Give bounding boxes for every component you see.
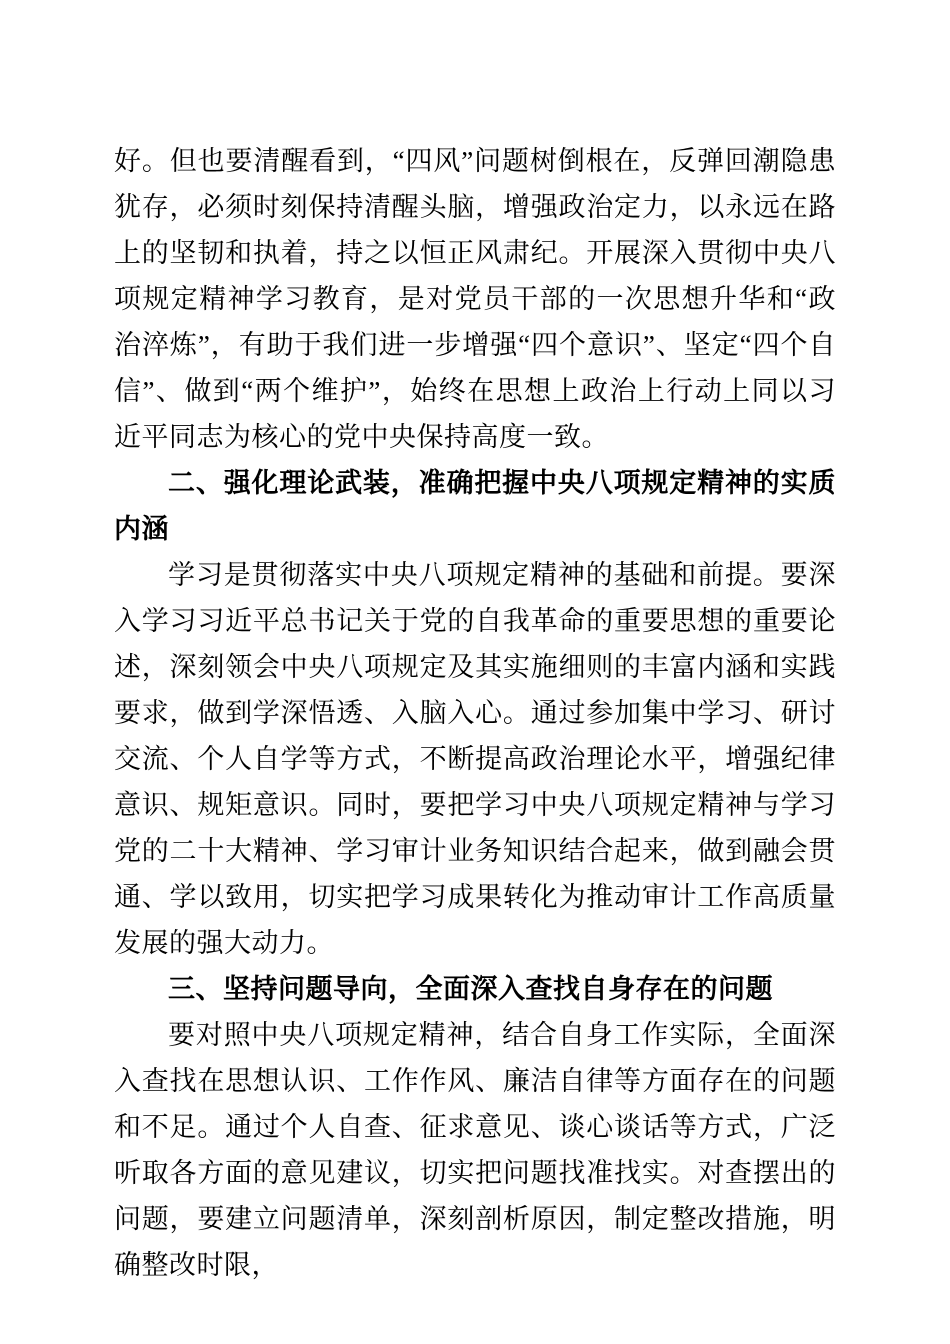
paragraph-problem-finding: 要对照中央八项规定精神，结合自身工作实际，全面深入查找在思想认识、工作作风、廉洁自律等方面存在的问题和不足。通过个人自查、征求意见、谈心谈话等方式，广泛听取各方面的意见建议，切实把问题找准找实。对查摆出的问题，要建立问题清单，深刻剖析原因，制定整改措施，明确整改时限， bbox=[114, 1020, 836, 1280]
document-body bbox=[114, 138, 836, 1288]
paragraph-theory-study: 学习是贯彻落实中央八项规定精神的基础和前提。要深入学习习近平总书记关于党的自我革命的重要思想的重要论述，深刻领会中央八项规定及其实施细则的丰富内涵和实践要求，做到学深悟透、入脑入心。通过参加集中学习、研讨交流、个人自学等方式，不断提高政治理论水平，增强纪律意识、规矩意识。同时，要把学习中央八项规定精神与学习党的二十大精神、学习审计业务知识结合起来，做到融会贯通、学以致用，切实把学习成果转化为推动审计工作高质量发展的强大动力。 bbox=[114, 560, 836, 958]
section-heading-2: 二、强化理论武装，准确把握中央八项规定精神的实质内涵 bbox=[114, 468, 836, 544]
section-heading-3: 三、坚持问题导向，全面深入查找自身存在的问题 bbox=[168, 974, 773, 1004]
paragraph-continued: 好。但也要清醒看到，“四风”问题树倒根在，反弹回潮隐患犹存，必须时刻保持清醒头脑，增强政治定力，以永远在路上的坚韧和执着，持之以恒正风肃纪。开展深入贯彻中央八项规定精神学习教育，是对党员干部的一次思想升华和“政治淬炼”，有助于我们进一步增强“四个意识”、坚定“四个自信”、做到“两个维护”，始终在思想上政治上行动上同以习近平同志为核心的党中央保持高度一致。 bbox=[114, 146, 836, 452]
